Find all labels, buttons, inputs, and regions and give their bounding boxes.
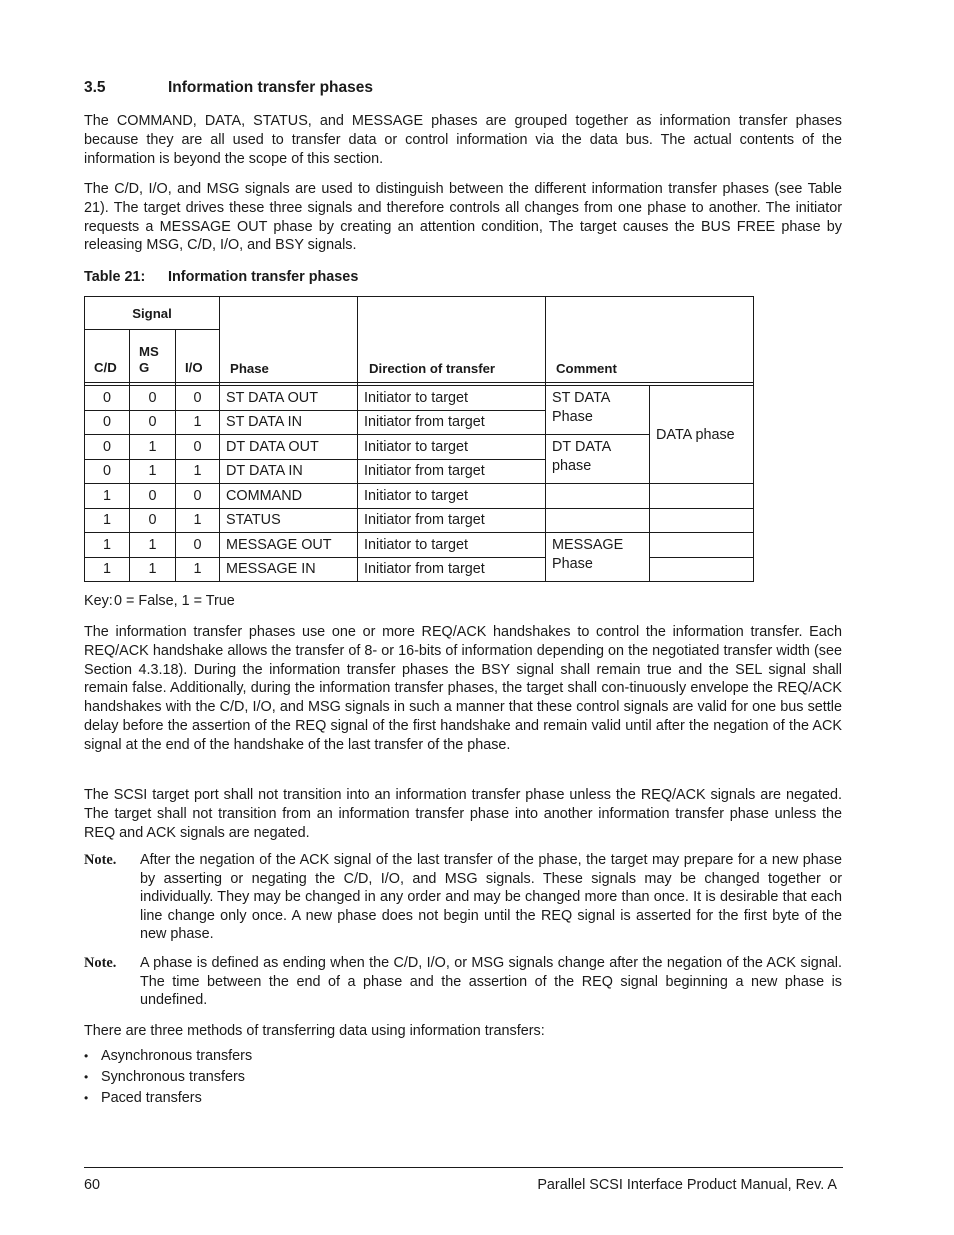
key-label: Key: [84,593,113,609]
cell-io: 1 [176,557,220,582]
bullet-icon: • [84,1049,89,1063]
section-number: 3.5 [84,79,106,96]
cell-msg: 1 [130,533,176,558]
cell-direction: Initiator to target [358,435,546,460]
cell-comment-empty [650,533,754,558]
cell-io: 0 [176,386,220,411]
list-item [84,1046,252,1067]
table-row [85,484,754,509]
header-phase: Phase [220,297,358,383]
cell-comment-empty [546,484,650,509]
table-caption [84,269,358,285]
cell-phase: STATUS [220,508,358,533]
paragraph-signals: The C/D, I/O, and MSG signals are used to distinguish between the different information transfer phases (see Table 21). The target drives these three signals and therefore controls all changes from one phase to another. The initiator requests a MESSAGE OUT phase by creating an attention condition, The target causes the BUS FREE phase by releasing MSG, C/D, I/O, and BSY signals. [84,181,842,254]
cell-phase: DT DATA OUT [220,435,358,460]
page-number: 60 [84,1177,101,1193]
note-label: Note. [84,955,117,971]
cell-comment-empty [650,557,754,582]
paragraph-methods-intro: There are three methods of transferring data using information transfers: [84,1023,545,1039]
cell-cd: 0 [85,459,130,484]
cell-phase: DT DATA IN [220,459,358,484]
cell-comment-empty [650,508,754,533]
cell-phase: MESSAGE OUT [220,533,358,558]
table-caption-label: Table 21: [84,269,146,285]
cell-phase: MESSAGE IN [220,557,358,582]
list-item [84,1088,252,1109]
paragraph-transition: The SCSI target port shall not transition into an information transfer phase unless the REQ/ACK signals are negated. The target shall not transition from an information transfer phase into another information transfer phase unless the REQ and ACK signals are negated. [84,787,842,841]
cell-io: 0 [176,484,220,509]
cell-io: 1 [176,410,220,435]
cell-phase: COMMAND [220,484,358,509]
table-row [85,508,754,533]
cell-cd: 0 [85,386,130,411]
bullet-icon: • [84,1091,89,1105]
cell-io: 1 [176,508,220,533]
header-cd: C/D [85,330,130,383]
note-2 [84,954,842,1010]
cell-comment-dt-data: DT DATA phase [546,435,650,484]
list-item [84,1067,252,1088]
cell-msg: 1 [130,557,176,582]
header-signal: Signal [85,297,220,330]
table-key [84,593,235,609]
note-text: A phase is defined as ending when the C/D, I/O, or MSG signals change after the negation of the ACK signal. The time between the end of a phase and the assertion of the REQ signal beginning a new phase is undefined. [140,955,842,1009]
list-item-text: Synchronous transfers [101,1069,245,1085]
cell-direction: Initiator from target [358,557,546,582]
header-direction: Direction of transfer [358,297,546,383]
note-label: Note. [84,852,117,868]
cell-cd: 1 [85,508,130,533]
cell-cd: 0 [85,410,130,435]
cell-msg: 0 [130,484,176,509]
paragraph-handshakes: The information transfer phases use one or more REQ/ACK handshakes to control the information transfer. Each REQ/ACK handshake allows the transfer of 8- or 16-bits of information depending on the negotiated transfer width (see Section 4.3.18). During the information transfer phases the BSY signal shall remain true and the SEL signal shall remain false. Additionally, during the information transfer phases, the target shall con-tinuously envelope the REQ/ACK handshakes with the C/D, I/O, and MSG signals in such a manner that these control signals are valid for one bus settle delay before the assertion of the REQ signal of the first handshake and remain valid until after the negation of the ACK signal at the end of the handshake of the last transfer of the phase. [84,624,842,753]
cell-direction: Initiator to target [358,533,546,558]
cell-msg: 1 [130,435,176,460]
table-row [85,533,754,558]
cell-cd: 1 [85,557,130,582]
cell-direction: Initiator from target [358,459,546,484]
information-transfer-phases-table [84,296,754,582]
paragraph-intro: The COMMAND, DATA, STATUS, and MESSAGE phases are grouped together as information transfer phases because they are all used to transfer data or control information via the data bus. The actual contents of the information is beyond the scope of this section. [84,113,842,167]
key-text: 0 = False, 1 = True [114,593,235,609]
cell-comment-st-data: ST DATA Phase [546,386,650,435]
cell-msg: 0 [130,410,176,435]
cell-cd: 0 [85,435,130,460]
note-text: After the negation of the ACK signal of the last transfer of the phase, the target may prepare for a new phase by asserting or negating the C/D, I/O, and MSG signals. These signals may be changed together or individually. They may be changed in any order and may be changed more than once. It is desirable that each line change only once. A new phase does not begin until the REQ signal is asserted for the first byte of the new phase. [140,852,842,943]
footer-document-title: Parallel SCSI Interface Product Manual, Rev. A [537,1177,837,1193]
cell-direction: Initiator to target [358,386,546,411]
cell-direction: Initiator from target [358,410,546,435]
cell-comment-empty [546,508,650,533]
list-item-text: Paced transfers [101,1090,202,1106]
cell-cd: 1 [85,533,130,558]
table-row [85,386,754,411]
cell-msg: 0 [130,386,176,411]
cell-io: 0 [176,533,220,558]
header-comment: Comment [546,297,754,383]
bullet-icon: • [84,1070,89,1084]
cell-msg: 0 [130,508,176,533]
cell-msg: 1 [130,459,176,484]
note-1 [84,851,842,944]
cell-cd: 1 [85,484,130,509]
section-heading [84,79,373,97]
table-caption-title: Information transfer phases [168,269,359,285]
cell-io: 1 [176,459,220,484]
header-io: I/O [176,330,220,383]
cell-comment-data-phase: DATA phase [650,386,754,484]
footer-divider [84,1167,843,1168]
cell-io: 0 [176,435,220,460]
cell-comment-message: MESSAGE Phase [546,533,650,582]
table-row [85,557,754,582]
cell-direction: Initiator from target [358,508,546,533]
cell-direction: Initiator to target [358,484,546,509]
cell-phase: ST DATA IN [220,410,358,435]
section-title: Information transfer phases [168,79,373,96]
transfer-methods-list [84,1046,252,1109]
cell-phase: ST DATA OUT [220,386,358,411]
header-msg: MS G [130,330,176,383]
list-item-text: Asynchronous transfers [101,1048,253,1064]
cell-comment-empty [650,484,754,509]
